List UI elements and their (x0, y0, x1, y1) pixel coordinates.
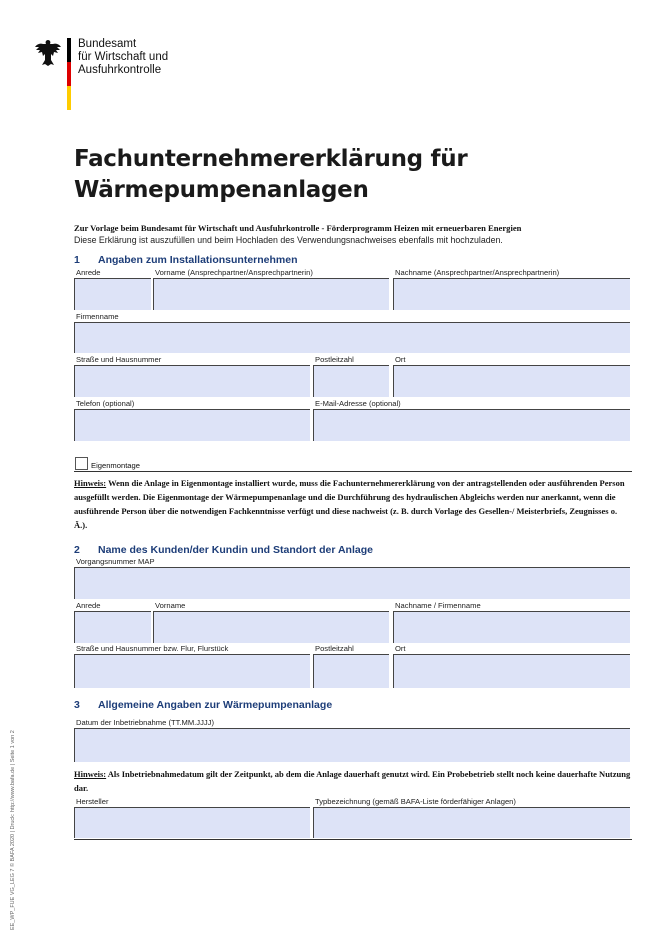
org-line-3: Ausfuhrkontrolle (78, 64, 162, 76)
s1-hinweis-text: Wenn die Anlage in Eigenmontage installiert wurde, muss die Fachunternehmererklärung von der antragstellenden oder ausführenden Person ausgefüllt werden. Die Eigenmontage der Wärmepumpenanlage und die Durchführung des hydraulischen Abgleichs werden nur anerkannt, wenn die ausführende Person über die notwendigen Fachkenntnisse verfügt und diese nachweist (z. B. durch Vorlage des Gesellen-/ Meisterbriefs, Zeugnisses o. Ä.). (74, 478, 625, 530)
german-flag-bar (67, 38, 71, 110)
s2-anrede-input[interactable] (74, 611, 151, 643)
s3-typ-input[interactable] (313, 807, 630, 838)
intro-text: Diese Erklärung ist auszufüllen und beim Hochladen des Verwendungsnachweises ebenfalls mit hochzuladen. (74, 235, 503, 245)
s2-anrede-field[interactable] (74, 601, 151, 643)
s1-firmenname-input[interactable] (74, 322, 630, 353)
title-line-2: Wärmepumpenanlagen (74, 177, 369, 203)
s2-ort-label: Ort (395, 644, 406, 653)
divider-1 (74, 471, 632, 472)
s1-telefon-input[interactable] (74, 409, 310, 441)
s2-nachname-input[interactable] (393, 611, 630, 643)
section-3-title: Allgemeine Angaben zur Wärmepumpenanlage (98, 699, 333, 711)
intro-bold: Zur Vorlage beim Bundesamt für Wirtschaft und Ausfuhrkontrolle - Förderprogramm Heizen mit erneuerbaren Energien (74, 223, 522, 233)
s3-datum-input[interactable] (74, 728, 630, 762)
federal-eagle-icon (34, 38, 62, 68)
divider-bottom (74, 839, 632, 840)
s3-hinweis (74, 767, 632, 795)
s1-telefon-field[interactable] (74, 399, 310, 441)
section-1-heading (74, 254, 298, 266)
section-2-number: 2 (74, 544, 80, 556)
org-line-2: für Wirtschaft und (78, 51, 169, 63)
s3-typ-label: Typbezeichnung (gemäß BAFA-Liste förderfähiger Anlagen) (315, 797, 516, 806)
document-title (74, 144, 467, 206)
s1-ort-input[interactable] (393, 365, 630, 397)
s1-nachname-input[interactable] (393, 278, 630, 310)
s3-hersteller-field[interactable] (74, 797, 310, 838)
s2-vorgangsnummer-input[interactable] (74, 567, 630, 599)
s1-strasse-field[interactable] (74, 355, 310, 397)
s1-vorname-field[interactable] (153, 268, 389, 310)
s1-nachname-label: Nachname (Ansprechpartner/Ansprechpartnerin) (395, 268, 560, 277)
section-2-title: Name des Kunden/der Kundin und Standort der Anlage (98, 544, 373, 556)
s2-nachname-label: Nachname / Firmenname (395, 601, 481, 610)
s1-email-label: E-Mail-Adresse (optional) (315, 399, 401, 408)
s3-hersteller-label: Hersteller (76, 797, 109, 806)
section-1-number: 1 (74, 254, 80, 266)
s2-plz-field[interactable] (313, 644, 389, 688)
s2-plz-label: Postleitzahl (315, 644, 354, 653)
s1-nachname-field[interactable] (393, 268, 630, 310)
eigenmontage-label: Eigenmontage (91, 461, 140, 470)
section-2-heading (74, 544, 373, 556)
s1-anrede-field[interactable] (74, 268, 151, 310)
s3-typ-field[interactable] (313, 797, 630, 838)
s1-ort-label: Ort (395, 355, 406, 364)
organization-name (78, 38, 168, 77)
s1-hinweis (74, 476, 632, 532)
s1-telefon-label: Telefon (optional) (76, 399, 135, 408)
s1-firmenname-label: Firmenname (76, 312, 119, 321)
s1-hinweis-label: Hinweis: (74, 478, 107, 488)
s1-vorname-input[interactable] (153, 278, 389, 310)
s3-hersteller-input[interactable] (74, 807, 310, 838)
s1-firmenname-field[interactable] (74, 312, 630, 353)
s2-ort-input[interactable] (393, 654, 630, 688)
s1-plz-field[interactable] (313, 355, 389, 397)
s3-datum-label: Datum der Inbetriebnahme (TT.MM.JJJJ) (76, 718, 214, 727)
org-line-1: Bundesamt (78, 38, 137, 50)
s2-strasse-field[interactable] (74, 644, 310, 688)
section-3-number: 3 (74, 699, 80, 711)
s1-anrede-label: Anrede (76, 268, 101, 277)
s1-anrede-input[interactable] (74, 278, 151, 310)
s1-vorname-label: Vorname (Ansprechpartner/Ansprechpartnerin) (155, 268, 313, 277)
eigenmontage-checkbox[interactable] (75, 457, 88, 470)
s1-strasse-label: Straße und Hausnummer (76, 355, 162, 364)
s2-vorname-input[interactable] (153, 611, 389, 643)
s2-vorname-label: Vorname (155, 601, 186, 610)
document-code: EE_WP_FUE VG_LEG 7 © BAFA 2020 | Druck: http://www.bafa.de | Seite 1 von 2 (10, 730, 16, 930)
s2-strasse-input[interactable] (74, 654, 310, 688)
s3-datum-field[interactable] (74, 718, 630, 762)
s2-anrede-label: Anrede (76, 601, 101, 610)
section-3-heading (74, 699, 332, 711)
s3-hinweis-text: Als Inbetriebnahmedatum gilt der Zeitpunkt, ab dem die Anlage dauerhaft genutzt wird. Ein Probebetrieb stellt noch keine dauerhafte Nutzung dar. (74, 769, 631, 793)
section-1-title: Angaben zum Installationsunternehmen (98, 254, 298, 266)
s2-ort-field[interactable] (393, 644, 630, 688)
title-line-1: Fachunternehmererklärung für (74, 146, 468, 172)
s3-hinweis-label: Hinweis: (74, 769, 107, 779)
s2-vorgangsnummer-label: Vorgangsnummer MAP (76, 557, 155, 566)
s2-nachname-field[interactable] (393, 601, 630, 643)
s1-email-field[interactable] (313, 399, 630, 441)
s1-strasse-input[interactable] (74, 365, 310, 397)
s1-email-input[interactable] (313, 409, 630, 441)
s1-plz-label: Postleitzahl (315, 355, 354, 364)
s1-ort-field[interactable] (393, 355, 630, 397)
s2-vorname-field[interactable] (153, 601, 389, 643)
s1-plz-input[interactable] (313, 365, 389, 397)
s2-vorgangsnummer-field[interactable] (74, 557, 630, 599)
s2-plz-input[interactable] (313, 654, 389, 688)
s2-strasse-label: Straße und Hausnummer bzw. Flur, Flurstück (76, 644, 229, 653)
